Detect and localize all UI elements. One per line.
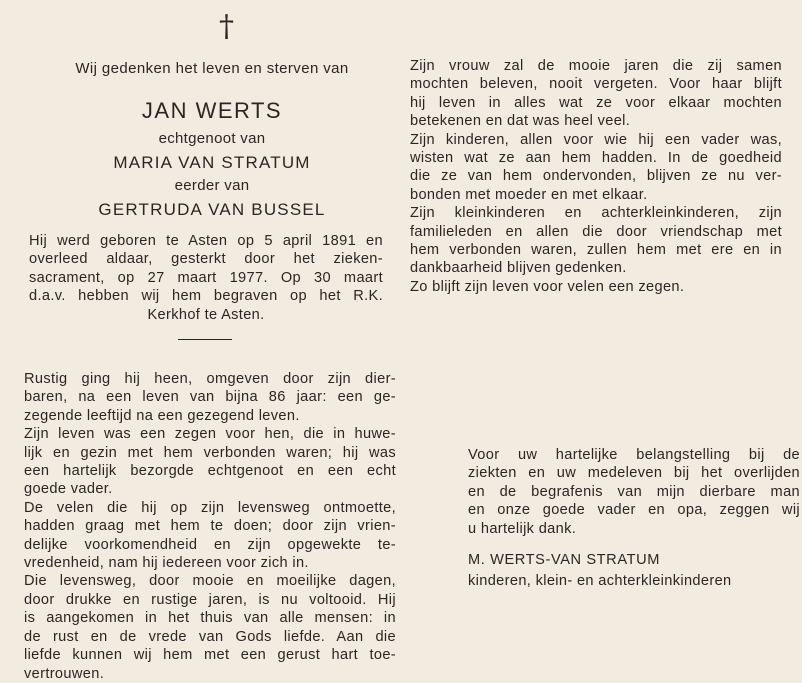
left-column — [24, 0, 400, 682]
text-line: lijk en gezin met hem verbonden waren; hij was — [24, 444, 396, 461]
text-line: door drukke en rustige jaren, is nu voltooid. Hij — [24, 591, 396, 608]
signature-family: kinderen, klein- en achterkleinkinderen — [468, 573, 732, 589]
text-line: Zijn kinderen, allen voor wie hij een vader was, — [410, 131, 782, 148]
divider-line — [178, 339, 232, 340]
text-line: Zijn leven was een zegen voor hen, die in huwe- — [24, 426, 396, 443]
thanks-paragraph — [468, 446, 800, 538]
text-line: die ze van hem ondervonden, blijven ze nu ver- — [410, 168, 782, 185]
text-line: overleed aldaar, gesterkt door het zieken- — [29, 251, 383, 268]
text-line: Zijn vrouw zal de mooie jaren die zij samen — [410, 58, 782, 74]
text-line: liefde kunnen wij hem met een gerust hart toe- — [24, 647, 396, 664]
family-paragraph — [410, 57, 782, 296]
text-line: hem verbonden waren, zullen hem met ere en in — [410, 242, 782, 259]
former-spouse-name: GERTRUDA VAN BUSSEL — [98, 200, 326, 219]
spouse-name: MARIA VAN STRATUM — [113, 153, 311, 172]
text-line: Die levensweg, door mooie en moeilijke dagen, — [24, 573, 396, 590]
text-line: baren, na een leven van bijna 86 jaar: een ge- — [24, 389, 396, 406]
text-line: vredenheid, nam hij iedereen voor zich in. — [24, 555, 309, 572]
text-line: De velen die hij op zijn levensweg ontmoette, — [24, 499, 396, 516]
text-line: Zijn kleinkinderen en achterkleinkinderen, zijn — [410, 205, 782, 222]
text-line: vertrouwen. — [24, 665, 105, 682]
text-line: delijke voorkomendheid en zijn opgewekte te- — [24, 536, 396, 553]
text-line: Kerkhof te Asten. — [147, 306, 265, 323]
text-line: ziekten en uw medeleven bij het overlijden — [468, 465, 800, 482]
text-line: hadden graag met hem te doen; door zijn vrien- — [24, 518, 396, 535]
text-line: een hartelijk bezorgde echtgenoot en een echt — [24, 463, 396, 480]
text-line: d.a.v. hebben wij hem begraven op het R.K. — [29, 288, 383, 305]
text-line: betekenen en dat was heel veel. — [410, 113, 631, 130]
text-line: Voor uw hartelijke belangstelling bij de — [468, 447, 800, 463]
intro-text: Wij gedenken het leven en sterven van — [75, 60, 349, 77]
text-line: hij leven in alles wat ze voor elkaar mochten — [410, 94, 782, 111]
text-line: familieleden en allen die door vriendschap met — [410, 223, 782, 240]
text-line: de rust en de vrede van Gods liefde. Aan die — [24, 628, 396, 645]
text-line: zegende leeftijd na een gezegend leven. — [24, 407, 300, 424]
cross-icon: † — [219, 9, 234, 44]
text-line: en de begrafenis van mijn dierbare man — [468, 483, 800, 500]
text-line: sacrament, op 27 maart 1977. Op 30 maart — [29, 269, 383, 286]
text-line: wisten wat ze aan hem hadden. In de goedheid — [410, 150, 782, 167]
deceased-name: JAN WERTS — [141, 98, 283, 123]
text-line: dankbaarheid blijven gedenken. — [410, 260, 627, 277]
text-line: goede vader. — [24, 481, 113, 498]
biography-paragraph — [29, 232, 383, 324]
text-line: Zo blijft zijn leven voor velen een zegen. — [410, 278, 685, 295]
text-line: u hartelijk dank. — [468, 520, 577, 537]
text-line: en onze goede vader en opa, zeggen wij — [468, 502, 800, 519]
text-line: mochten beleven, nooit vergeten. Voor haar blijft — [410, 76, 782, 93]
memory-paragraph — [24, 370, 396, 683]
spouse-label: echtgenoot van — [158, 130, 266, 147]
text-line: Hij werd geboren te Asten op 5 april 1891 en — [29, 233, 383, 249]
signature-name: M. WERTS-VAN STRATUM — [468, 552, 660, 568]
text-line: Rustig ging hij heen, omgeven door zijn dier- — [24, 371, 396, 387]
right-column — [410, 0, 800, 663]
text-line: bonden met moeder en met elkaar. — [410, 186, 648, 203]
text-line: is aangekomen in het thuis van alle mensen: in — [24, 610, 396, 627]
former-spouse-label: eerder van — [174, 177, 250, 194]
